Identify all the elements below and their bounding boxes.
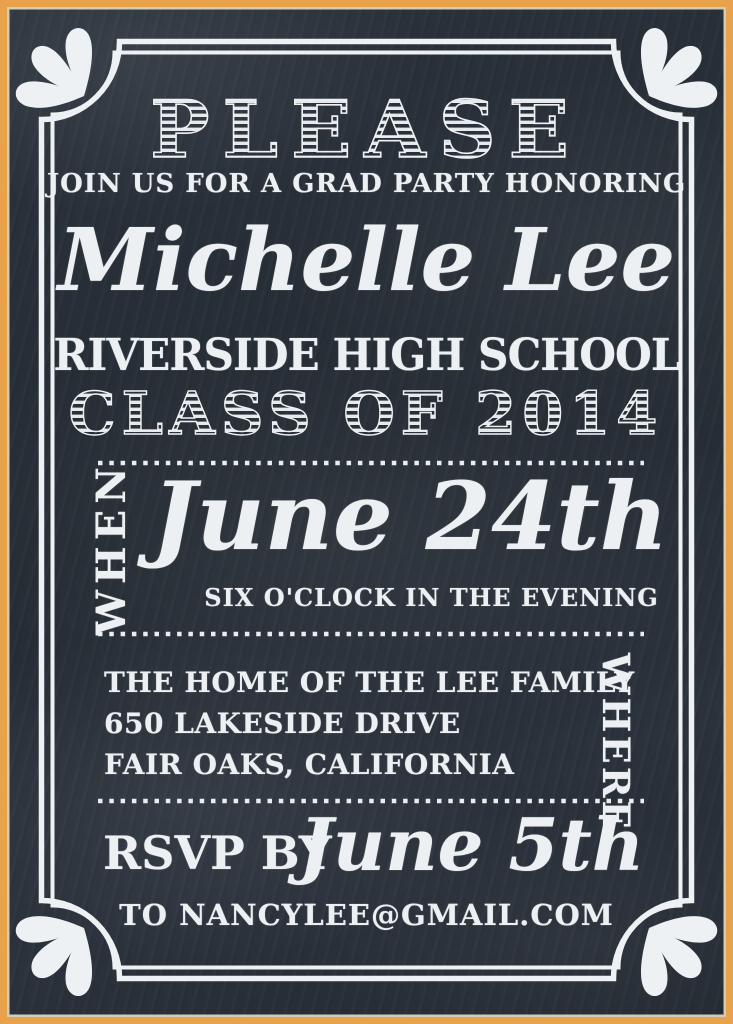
address-venue: THE HOME OF THE LEE FAMILY — [104, 666, 635, 699]
event-date: June 24th — [151, 462, 669, 572]
graduate-name: Michelle Lee — [57, 210, 676, 311]
address-city: FAIR OAKS, CALIFORNIA — [104, 748, 515, 781]
address-street: 650 LAKESIDE DRIVE — [104, 707, 461, 740]
address-block — [104, 662, 635, 785]
rsvp-label: RSVP BY — [103, 826, 332, 880]
rsvp-contact: TO NANCYLEE@GMAIL.COM — [119, 898, 614, 932]
where-label: WHERE — [594, 653, 638, 832]
when-label: WHEN — [88, 461, 135, 635]
intro-line: JOIN US FOR A GRAD PARTY HONORING — [46, 169, 687, 199]
school-name: RIVERSIDE HIGH SCHOOL — [53, 330, 680, 381]
rsvp-date: June 5th — [298, 802, 645, 887]
headline-please: PLEASE — [150, 83, 582, 176]
class-of-line: CLASS OF 2014 — [68, 379, 664, 448]
event-time: SIX O'CLOCK IN THE EVENING — [204, 583, 659, 612]
